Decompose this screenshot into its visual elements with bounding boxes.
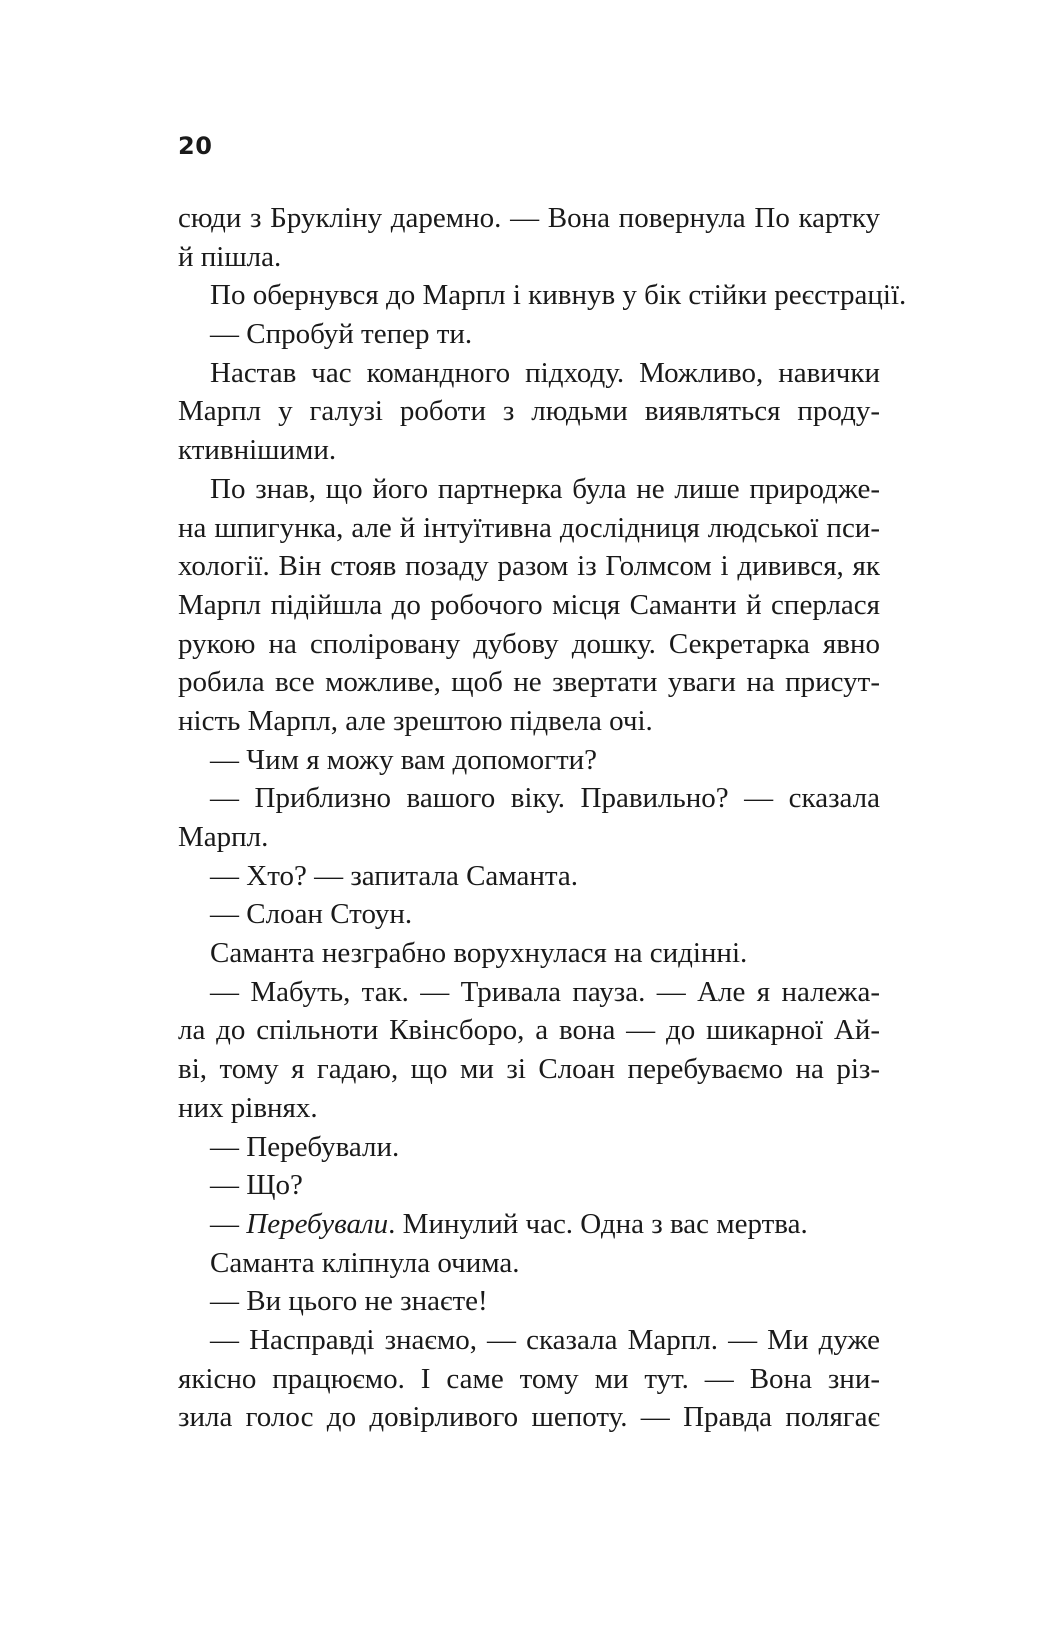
- text-line: Марпл підійшла до робочого місця Саманти й сперлася: [178, 588, 880, 621]
- text-line: — Перебували.: [210, 1130, 400, 1163]
- italic-word: Перебували: [246, 1207, 389, 1240]
- text-line: Саманта кліпнула очима.: [210, 1246, 520, 1279]
- text-line: — Що?: [210, 1169, 303, 1202]
- text-line: [178, 1205, 880, 1244]
- text-line: ві, тому я гадаю, що ми зі Слоан перебуваємо на різ-: [178, 1053, 880, 1086]
- text-line: Марпл.: [178, 821, 269, 853]
- text-line: — Насправді знаємо, — сказала Марпл. — Ми дуже: [210, 1323, 880, 1356]
- text-line: ність Марпл, але зрештою підвела очі.: [178, 704, 653, 737]
- text-line: — Приблизно вашого віку. Правильно? — сказала: [210, 782, 880, 815]
- text-segment: . Минулий час. Одна з вас мертва.: [388, 1207, 808, 1240]
- page-number: 20: [178, 132, 213, 160]
- text-line: на шпигунка, але й інтуїтивна дослідниця людської пси-: [178, 511, 880, 544]
- text-line: — Спробуй тепер ти.: [210, 318, 473, 351]
- text-line: Марпл у галузі роботи з людьми виявляться проду-: [178, 395, 880, 428]
- text-line: якісно працюємо. І саме тому ми тут. — Вона зни-: [178, 1362, 880, 1395]
- text-line: — Хто? — запитала Саманта.: [210, 859, 578, 892]
- text-line: робила все можливе, щоб не звертати уваги на присут-: [178, 666, 880, 699]
- text-line: хології. Він стояв позаду разом із Голмсом і дивився, як: [178, 550, 880, 583]
- body-text: [178, 199, 907, 1437]
- text-line: Саманта незграбно ворухнулася на сидінні.: [210, 937, 748, 970]
- text-line: Настав час командного підходу. Можливо, навички: [210, 356, 880, 389]
- text-line: — Мабуть, так. — Тривала пауза. — Але я належа-: [210, 975, 880, 1008]
- text-line: ктивнішими.: [178, 434, 337, 467]
- text-line: сюди з Брукліну даремно. — Вона повернула По картку: [178, 202, 880, 234]
- text-line: — Слоан Стоун.: [210, 898, 413, 931]
- text-segment: —: [210, 1207, 247, 1240]
- text-line: ла до спільноти Квінсборо, а вона — до шикарної Ай-: [178, 1014, 880, 1047]
- text-line: них рівнях.: [178, 1091, 318, 1124]
- text-line: — Чим я можу вам допомогти?: [210, 743, 598, 776]
- text-line: По знав, що його партнерка була не лише природже-: [210, 472, 880, 505]
- text-line: зила голос до довірливого шепоту. — Правда полягає: [178, 1401, 880, 1434]
- text-line: й пішла.: [178, 240, 282, 273]
- text-line: рукою на споліровану дубову дошку. Секретарка явно: [178, 627, 880, 660]
- text-line: — Ви цього не знаєте!: [210, 1285, 488, 1318]
- text-line: По обернувся до Марпл і кивнув у бік стійки реєстрації.: [210, 279, 907, 312]
